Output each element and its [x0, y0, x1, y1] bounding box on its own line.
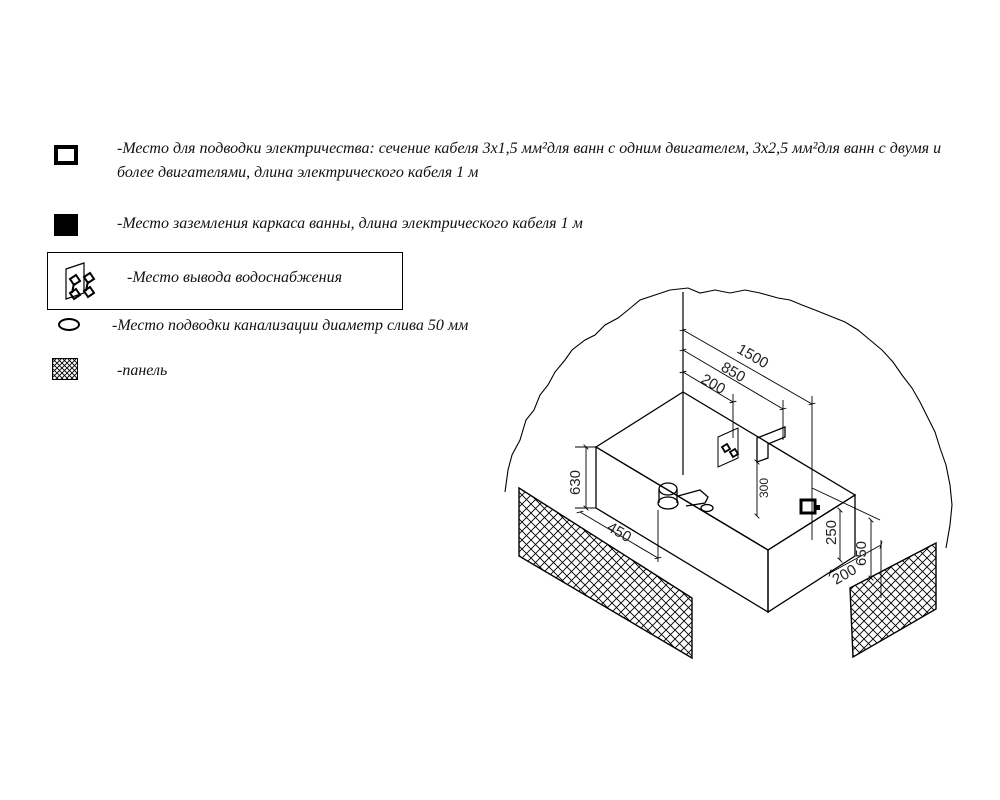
dim-450: 450 [604, 518, 635, 546]
dim-1500: 1500 [734, 340, 772, 373]
legend-drain: -Место подводки канализации диаметр слива 50 мм [112, 317, 469, 334]
dim-200-bottom: 200 [829, 561, 860, 589]
dim-250: 250 [823, 519, 840, 545]
water-outlet-symbol [718, 428, 738, 467]
dim-630: 630 [567, 469, 584, 495]
legend-electric-line2: более двигателями, длина электрического кабеля 1 м [117, 164, 479, 181]
legend-ground: -Место заземления каркаса ванны, длина электрического кабеля 1 м [117, 215, 583, 232]
wall-outline [505, 288, 952, 548]
legend-electric-line1: -Место для подводки электричества: сечение кабеля 3х1,5 мм²для ванн с одним двигателем, 3х2,5 мм²для ванн с двумя и [117, 140, 942, 157]
dim-850: 850 [718, 358, 749, 386]
ground-box [814, 505, 820, 510]
dim-200-top: 200 [698, 370, 729, 398]
legend-panel: -панель [117, 362, 168, 379]
dim-300: 300 [757, 477, 771, 498]
drain-assembly [658, 483, 713, 512]
electric-box [801, 500, 815, 513]
dim-650: 650 [853, 540, 870, 566]
legend-water: -Место вывода водоснабжения [127, 269, 343, 286]
